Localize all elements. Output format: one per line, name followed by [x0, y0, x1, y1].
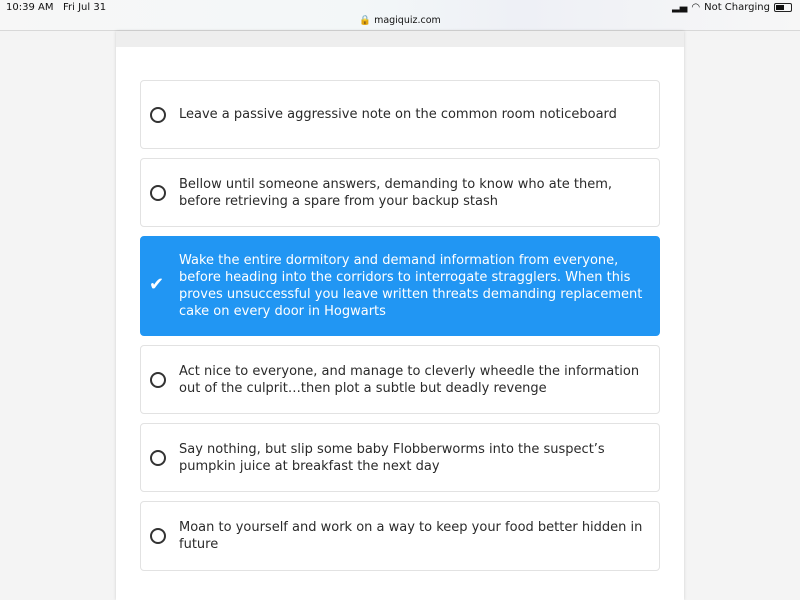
answer-option[interactable] [140, 345, 660, 414]
lock-icon: 🔒 [359, 15, 372, 26]
radio-icon [150, 107, 166, 123]
answer-option[interactable] [140, 80, 660, 149]
option-label: Moan to yourself and work on a way to keep your food better hidden in future [179, 520, 643, 552]
battery-icon [774, 3, 792, 12]
address-bar[interactable] [0, 15, 800, 26]
answer-option[interactable] [140, 501, 660, 571]
status-bar [0, 0, 800, 31]
option-label: Act nice to everyone, and manage to cleverly wheedle the information out of the culprit…then plot a subtle but deadly revenge [179, 363, 640, 396]
radio-icon [150, 450, 166, 466]
wifi-icon: ◠ [691, 2, 701, 13]
charging-status: Not Charging [704, 2, 770, 13]
radio-icon [150, 185, 166, 201]
checkmark-icon: ✔ [149, 274, 165, 295]
clock: 10:39 AM Fri Jul 31 [6, 2, 107, 13]
radio-icon [150, 528, 166, 544]
radio-icon [150, 372, 166, 388]
answer-option-selected[interactable] [140, 236, 660, 336]
card-header [116, 31, 684, 47]
option-label: Leave a passive aggressive note on the common room noticeboard [179, 107, 617, 122]
answer-option[interactable] [140, 158, 660, 227]
url-text: magiquiz.com [374, 15, 441, 26]
option-label: Bellow until someone answers, demanding to know who ate them, before retrieving a spare from your backup stash [179, 176, 613, 209]
quiz-card [116, 31, 684, 600]
option-label: Wake the entire dormitory and demand information from everyone, before heading into the corridors to interrogate stragglers. When this proves unsuccessful you leave written threats demanding replacement cake on every door in Hogwarts [179, 253, 643, 319]
option-label: Say nothing, but slip some baby Flobberworms into the suspect’s pumpkin juice at breakfast the next day [179, 441, 605, 474]
signal-icon: ▂▄ [671, 2, 688, 13]
answer-option[interactable] [140, 423, 660, 492]
